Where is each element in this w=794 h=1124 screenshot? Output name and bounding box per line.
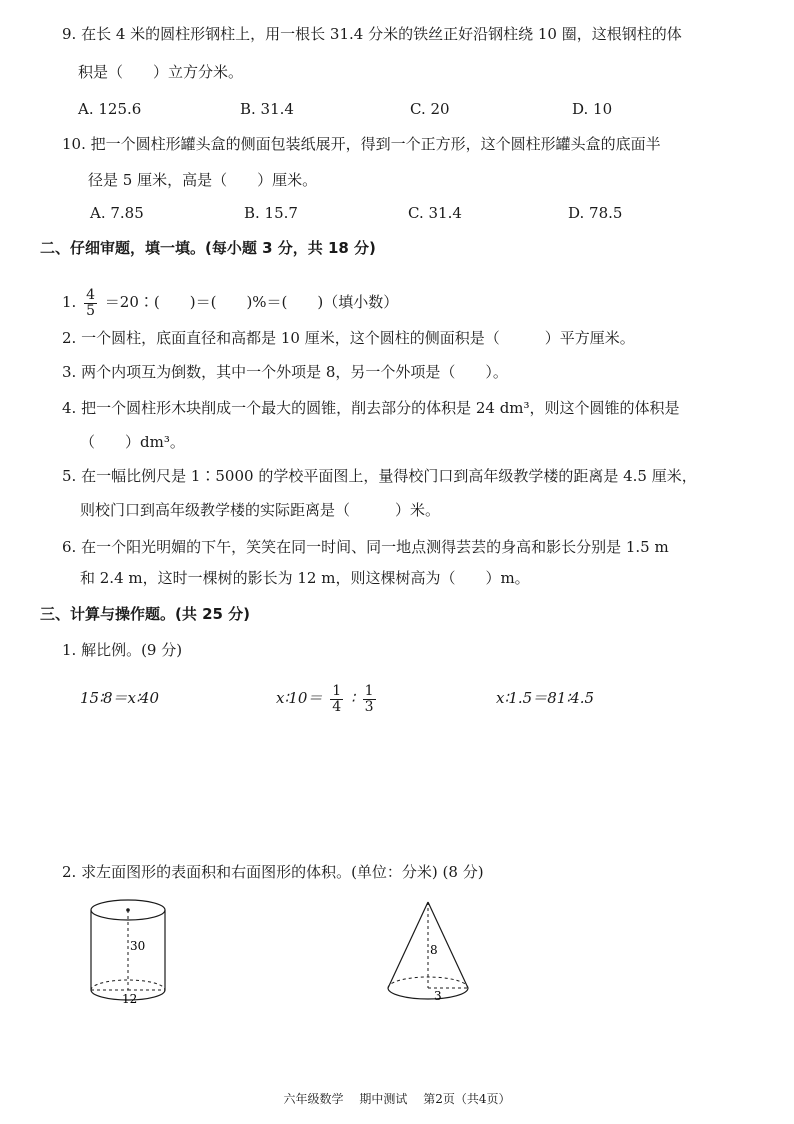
- s3-eq2-frac1-num: 1: [332, 682, 342, 699]
- q9-option-c: C. 20: [410, 100, 450, 118]
- q9-line2: 积是（ ）立方分米。: [78, 63, 244, 81]
- s2-q4-line2: （ ）dm³。: [80, 433, 185, 451]
- s2-q5-line2: 则校门口到高年级教学楼的实际距离是（ ）米。: [80, 501, 441, 519]
- cylinder-diameter-label: 12: [122, 992, 138, 1006]
- cylinder-figure: [82, 890, 182, 1010]
- s2-q4-line1: 4. 把一个圆柱形木块削成一个最大的圆锥，削去部分的体积是 24 dm³，则这个圆锥的体积是: [62, 399, 680, 417]
- cone-radius-label: 3: [434, 989, 442, 1003]
- page-footer: [0, 1090, 794, 1107]
- s2-q3: 3. 两个内项互为倒数，其中一个外项是 8，另一个外项是（ ）。: [62, 363, 508, 381]
- cone-left-edge: [388, 902, 428, 988]
- section2-title: 二、仔细审题，填一填。(每小题 3 分，共 18 分): [40, 239, 376, 257]
- s3-eq2-frac2-den: 3: [364, 698, 374, 715]
- s2-q2: 2. 一个圆柱，底面直径和高都是 10 厘米，这个圆柱的侧面积是（ ）平方厘米。: [62, 329, 635, 347]
- q10-option-c: C. 31.4: [408, 204, 462, 222]
- footer-exam: 期中测试: [359, 1092, 408, 1106]
- s2-q1-rest: ＝20∶( )＝( )%＝( )（填小数）: [104, 293, 399, 311]
- s2-q1-frac-den: 5: [86, 302, 96, 319]
- s3-eq2: [276, 677, 379, 719]
- q10-line2: 径是 5 厘米，高是（ ）厘米。: [88, 171, 318, 189]
- s3-q1-title: 1. 解比例。(9 分): [62, 641, 183, 659]
- q10-option-d: D. 78.5: [568, 204, 623, 222]
- cone-height-label: 8: [430, 943, 438, 957]
- q10-option-b: B. 15.7: [244, 204, 298, 222]
- s2-q1-fraction: [84, 288, 97, 319]
- q10-option-a: A. 7.85: [90, 204, 144, 222]
- cone-base-front: [388, 988, 468, 999]
- s2-q6-line2: 和 2.4 m，这时一棵树的影长为 12 m，则这棵树高为（ ）m。: [80, 569, 530, 587]
- section3-title: 三、计算与操作题。(共 25 分): [40, 605, 251, 623]
- footer-page: 第2页（共4页）: [423, 1092, 511, 1106]
- q9-line1: 9. 在长 4 米的圆柱形钢柱上，用一根长 31.4 分米的铁丝正好沿钢柱绕 10 圈，这根钢柱的体: [62, 25, 682, 43]
- s2-q1-frac-num: 4: [86, 286, 96, 303]
- s3-eq2-frac1: [330, 684, 343, 715]
- footer-subject: 六年级数学: [283, 1092, 344, 1106]
- s2-q6-line1: 6. 在一个阳光明媚的下午，笑笑在同一时间、同一地点测得芸芸的身高和影长分别是 1.5 m: [62, 538, 669, 556]
- s3-eq3: x∶1.5＝81∶4.5: [496, 689, 595, 707]
- s3-eq2-frac2: [363, 684, 376, 715]
- q10-line1: 10. 把一个圆柱形罐头盒的侧面包装纸展开，得到一个正方形，这个圆柱形罐头盒的底面半: [62, 135, 661, 153]
- s2-q1: [62, 286, 398, 319]
- s2-q5-line1: 5. 在一幅比例尺是 1∶5000 的学校平面图上，量得校门口到高年级教学楼的距离是 4.5 厘米，: [62, 467, 697, 485]
- s3-eq2-frac2-num: 1: [364, 682, 374, 699]
- cone-figure: [382, 896, 482, 1011]
- s3-eq2-frac1-den: 4: [332, 698, 342, 715]
- s2-q1-prefix: 1.: [62, 293, 77, 311]
- q9-option-b: B. 31.4: [240, 100, 294, 118]
- q9-option-d: D. 10: [572, 100, 613, 118]
- s3-eq2-ratio-sign: ∶: [350, 689, 355, 707]
- s3-eq1: 15∶8＝x∶40: [80, 689, 159, 707]
- s3-eq2-left: x∶10＝: [276, 689, 323, 707]
- q9-option-a: A. 125.6: [78, 100, 142, 118]
- s3-q2-title: 2. 求左面图形的表面积和右面图形的体积。(单位：分米) (8 分): [62, 863, 484, 881]
- cylinder-height-label: 30: [130, 939, 146, 953]
